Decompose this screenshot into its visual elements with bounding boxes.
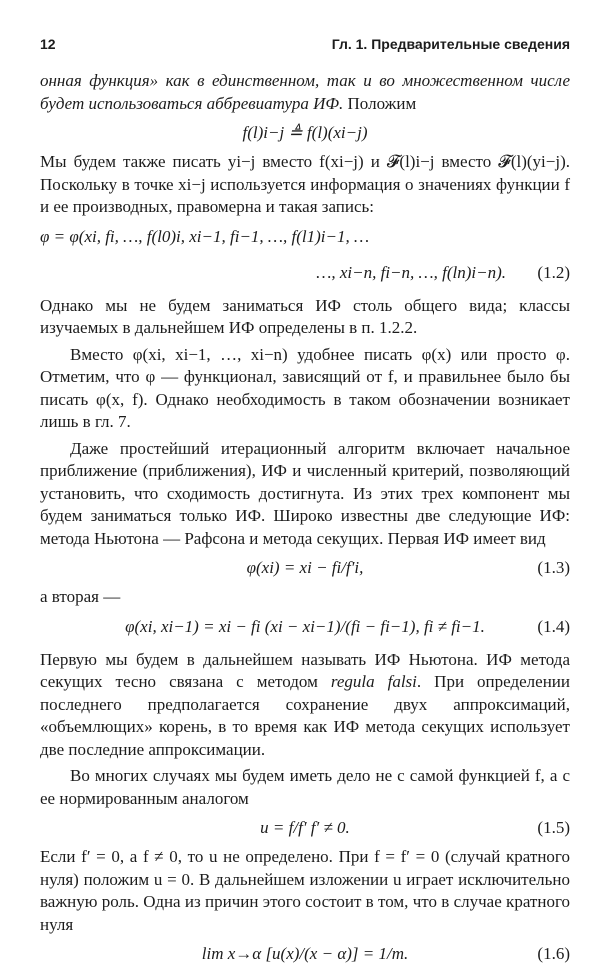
equation-formula: …, xi−n, fi−n, …, f(ln)i−n). xyxy=(316,262,506,282)
paragraph-9: Если f′ = 0, а f ≠ 0, то u не определено. При f = f′ = 0 (случай кратного нуля) положим u = 0. В дальнейшем изложении u играет исключительно важную роль. Одна из причин этого состоит в том, что в случае кратного нуля xyxy=(40,847,570,934)
italic-term: regula falsi xyxy=(330,672,417,691)
running-header xyxy=(40,36,570,56)
equation-formula: φ = φ(xi, fi, …, f(l0)i, xi−1, fi−1, …, f(l1)i−1, … xyxy=(40,226,370,246)
chapter-title: Гл. 1. Предварительные сведения xyxy=(331,36,570,52)
paragraph-3: Однако мы не будем заниматься ИФ столь общего вида; классы изучаемых в дальнейшем ИФ определены в п. 1.2.2. xyxy=(40,295,570,337)
equation-formula: φ(xi) = xi − fi/f′i, xyxy=(246,558,364,577)
paragraph-6: а вторая — xyxy=(40,587,121,606)
equation-formula: f(l)i−j ≜ f(l)(xi−j) xyxy=(242,123,368,142)
equation-1-5 xyxy=(40,810,570,846)
equation-number: (1.2) xyxy=(537,262,570,282)
equation-1-6 xyxy=(40,936,570,972)
paragraph-2: Мы будем также писать yi−j вместо f(xi−j) и 𝓕(l)i−j вместо 𝓕(l)(yi−j). Поскольку в точке xi−j используется информация о значениях функции f и ее производных, правомерна и такая запись: xyxy=(40,152,570,216)
italic-text: онная функция» как в единственном, так и во множественном числе будет использоваться аббревиатура ИФ. xyxy=(40,71,570,113)
paragraph-7-end: . При определении последнего предполагается сохранение двух аппроксимаций, «объемлющих» корень, в то время как ИФ метода секущих использует две последние аппроксимации. xyxy=(40,672,570,759)
paragraph-1 xyxy=(40,70,570,115)
equation-1-2-line-1 xyxy=(40,219,570,255)
equation-number: (1.3) xyxy=(537,558,570,577)
equation-formula: lim x→α [u(x)/(x − α)] = 1/m. xyxy=(201,944,409,963)
paragraph-5: Даже простейший итерационный алгоритм включает начальное приближение (приближения), ИФ и численный критерий, позволяющий установить, что сходимость достигнута. Из этих трех компонент мы будем заниматься только ИФ. Широко известны две следующие ИФ: метода Ньютона — Рафсона и метода секущих. Первая ИФ имеет вид xyxy=(40,438,570,548)
equation-number: (1.5) xyxy=(537,818,570,837)
paragraph-4: Вместо φ(xi, xi−1, …, xi−n) удобнее писать φ(x) или просто φ. Отметим, что φ — функционал, зависящий от f, и правильнее было бы писать φ(x, f). Однако необходимость в таком обозначении возникает лишь в гл. 7. xyxy=(40,344,570,431)
paragraph-7 xyxy=(40,649,570,762)
paragraph-8: Во многих случаях мы будем иметь дело не с самой функцией f, а с ее нормированным аналогом xyxy=(40,766,570,808)
equation-formula: u = f/f′ f′ ≠ 0. xyxy=(260,818,350,837)
equation-formula: φ(xi, xi−1) = xi − fi (xi − xi−1)/(fi − fi−1), fi ≠ fi−1. xyxy=(125,616,485,636)
equation-definition xyxy=(40,115,570,151)
paragraph-7-start: Первую мы будем в дальнейшем называть ИФ Ньютона. ИФ метода секущих тесно связана с методом xyxy=(40,649,570,691)
equation-1-4 xyxy=(40,609,570,645)
equation-1-2-line-2 xyxy=(40,255,570,291)
equation-number: (1.4) xyxy=(537,616,570,636)
page-number: 12 xyxy=(40,36,56,52)
equation-number: (1.6) xyxy=(537,944,570,963)
equation-1-3 xyxy=(40,550,570,586)
page-body xyxy=(40,70,570,972)
paragraph-1-tail: Положим xyxy=(343,93,417,113)
